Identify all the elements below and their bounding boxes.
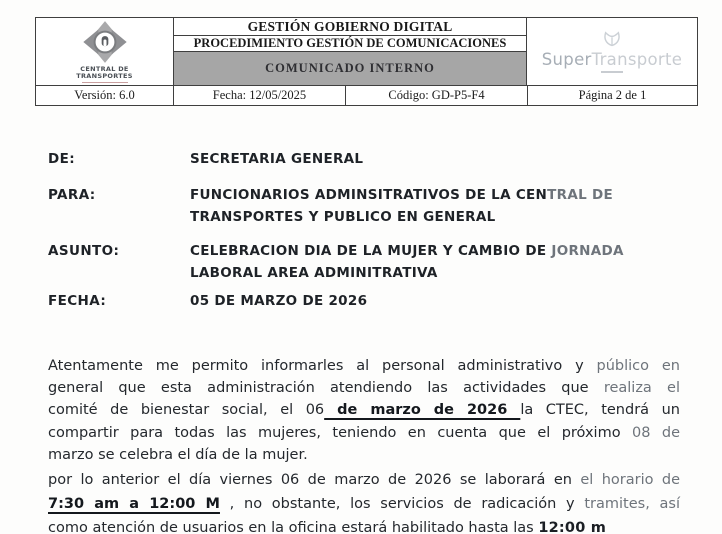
brand-underline-dash bbox=[601, 71, 623, 73]
text-segment: de marzo de 2026 bbox=[324, 402, 521, 419]
logo-org-line1: CENTRAL DE bbox=[80, 65, 129, 73]
memo-field bbox=[48, 184, 680, 228]
logo-org-name bbox=[76, 66, 132, 80]
meta-pagina: Página 2 de 1 bbox=[578, 88, 647, 102]
body-line bbox=[48, 377, 680, 399]
logo-org-line2: TRANSPORTES bbox=[76, 72, 133, 80]
field-value-line bbox=[190, 148, 680, 170]
text-segment: 08 de bbox=[632, 424, 680, 441]
header-doc-type: COMUNICADO INTERNO bbox=[174, 52, 526, 85]
text-segment: 12:00 m bbox=[538, 520, 607, 534]
field-value-line bbox=[190, 184, 680, 206]
field-label: FECHA: bbox=[48, 293, 107, 309]
text-segment: marzo se celebra el día de la mujer. bbox=[48, 446, 308, 463]
text-segment: compartir para todas las mujeres, teniendo en cuenta que el próximo bbox=[48, 424, 632, 441]
text-segment: , no obstante, los servicios de radicación y bbox=[219, 496, 585, 512]
logo-underline-rule bbox=[82, 82, 128, 83]
header-meta-row bbox=[36, 85, 697, 105]
text-segment: JORNADA bbox=[551, 243, 624, 259]
header-table bbox=[35, 17, 698, 106]
header-logo-cell bbox=[36, 18, 174, 85]
memo-field bbox=[48, 148, 680, 170]
meta-codigo: Código: GD-P5-F4 bbox=[346, 86, 528, 105]
brand-word-transporte: Transporte bbox=[591, 50, 683, 69]
text-segment: el horario de bbox=[580, 472, 681, 488]
text-segment: 05 DE MARZO DE 2026 bbox=[190, 293, 368, 309]
memo-paragraph-1 bbox=[48, 355, 680, 466]
field-label: PARA: bbox=[48, 187, 96, 203]
body-line bbox=[48, 422, 680, 444]
header-title-column bbox=[174, 18, 527, 85]
text-segment: como atención de usuarios en la oficina estará habilitado hasta las bbox=[48, 520, 539, 534]
text-segment: general que esta administración atendiendo las actividades que bbox=[48, 380, 604, 397]
memo-paragraph-2 bbox=[48, 468, 680, 534]
text-segment: CELEBRACION DIA DE LA MUJER Y CAMBIO DE bbox=[190, 243, 552, 259]
text-segment: por lo anterior el día viernes 06 de marzo de 2026 se laborará en bbox=[48, 472, 581, 488]
memo-fields bbox=[48, 148, 680, 312]
memo-field bbox=[48, 290, 680, 312]
field-value-line bbox=[190, 206, 680, 228]
meta-version: Versión: 6.0 bbox=[36, 86, 174, 105]
memo-field bbox=[48, 240, 680, 284]
text-segment: TRAL DE bbox=[547, 187, 614, 203]
field-value-line bbox=[190, 240, 680, 262]
text-segment: tramites, así bbox=[584, 496, 680, 512]
field-value bbox=[190, 290, 680, 312]
body-line bbox=[48, 516, 680, 534]
header-brand-cell bbox=[527, 18, 697, 85]
text-segment: realiza el bbox=[603, 380, 681, 397]
body-line bbox=[48, 468, 680, 492]
text-segment: SECRETARIA GENERAL bbox=[190, 151, 364, 167]
meta-fecha: Fecha: 12/05/2025 bbox=[174, 86, 346, 105]
text-segment: FUNCIONARIOS ADMINSITRATIVOS DE LA CEN bbox=[190, 187, 548, 203]
field-value-line bbox=[190, 290, 680, 312]
field-label: DE: bbox=[48, 151, 76, 167]
body-line bbox=[48, 444, 680, 466]
field-value bbox=[190, 240, 680, 284]
header-title-1: GESTIÓN GOBIERNO DIGITAL bbox=[174, 18, 526, 36]
text-segment: TRANSPORTES Y PUBLICO EN GENERAL bbox=[190, 209, 496, 225]
text-segment: público en bbox=[596, 358, 680, 374]
brand-word-super: Super bbox=[541, 50, 592, 69]
field-value bbox=[190, 148, 680, 170]
text-segment: 7:30 am a 12:00 M bbox=[48, 496, 220, 512]
text-segment: la CTEC, tendrá un bbox=[520, 402, 680, 419]
text-segment: LABORAL AREA ADMINITRATIVA bbox=[190, 265, 438, 281]
central-de-transportes-logo-icon bbox=[80, 20, 130, 64]
body-line bbox=[48, 355, 680, 377]
supertransporte-icon bbox=[601, 30, 623, 50]
header-top-row bbox=[36, 18, 697, 85]
field-value-line bbox=[190, 262, 680, 284]
header-title-2: PROCEDIMIENTO GESTIÓN DE COMUNICACIONES bbox=[174, 36, 526, 52]
body-line bbox=[48, 492, 680, 516]
supertransporte-wordmark bbox=[542, 51, 682, 68]
text-segment: comité de bienestar social, el 06 bbox=[48, 402, 325, 419]
text-segment: Atentamente me permito informarles al personal administrativo y bbox=[48, 358, 597, 374]
field-value bbox=[190, 184, 680, 228]
field-label: ASUNTO: bbox=[48, 243, 120, 259]
body-line bbox=[48, 399, 680, 421]
